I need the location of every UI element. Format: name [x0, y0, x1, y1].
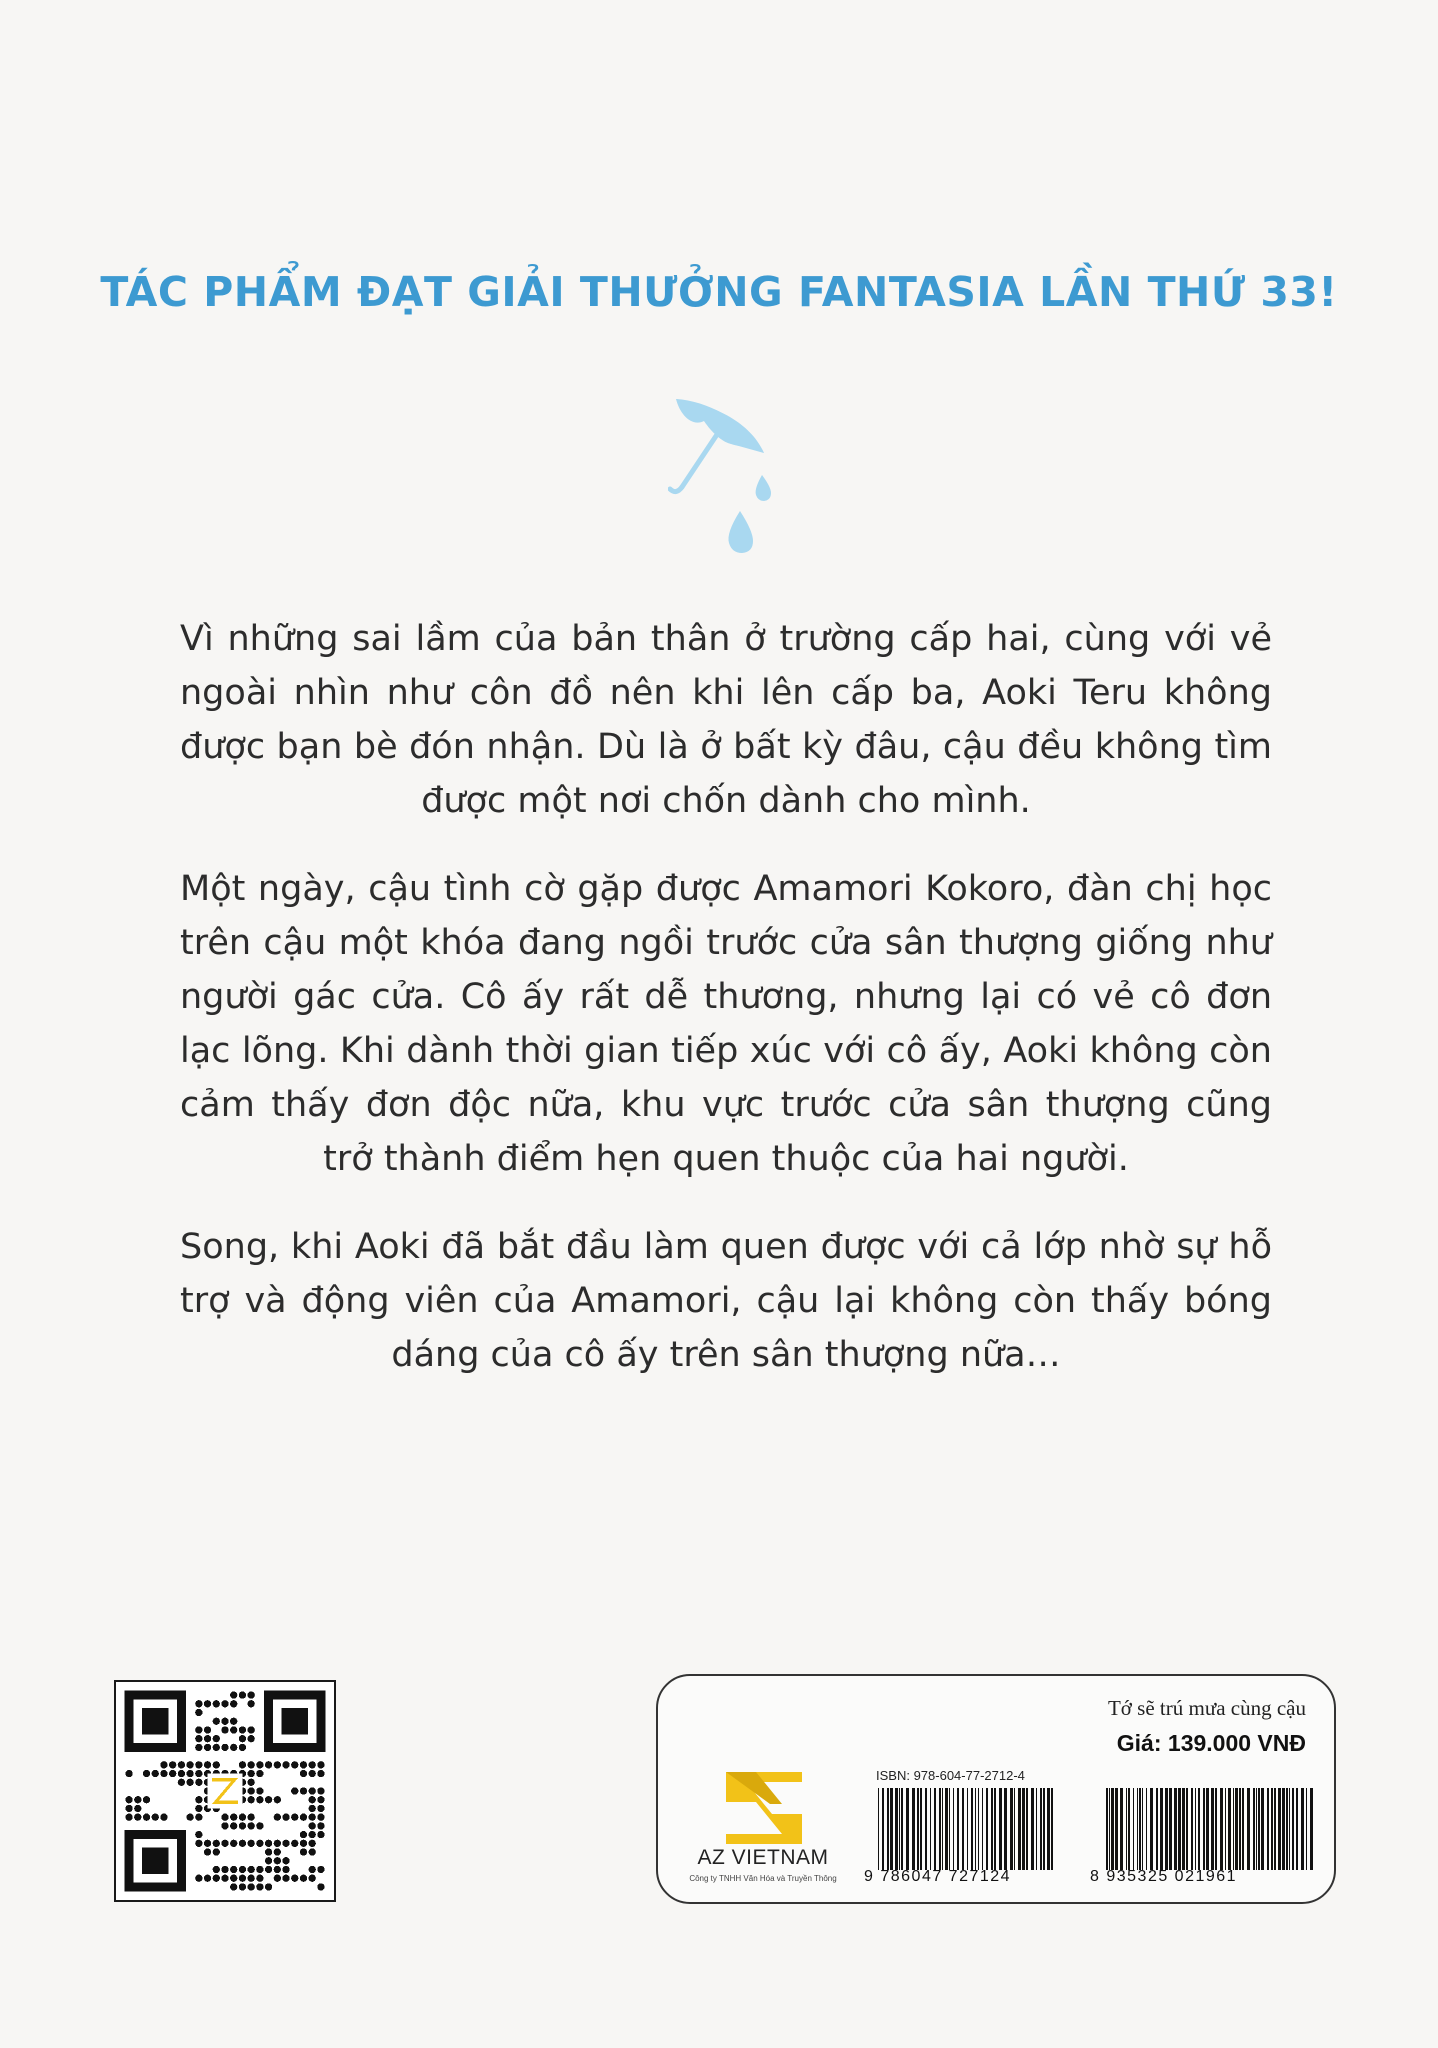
isbn-barcode-digits: 9 786047 727124	[864, 1868, 1012, 1885]
synopsis-paragraph-3: Song, khi Aoki đã bắt đầu làm quen được với cả lớp nhờ sự hỗ trợ và động viên của Amamori, cậu lại không còn thấy bóng dáng của cô ấy trên sân thượng nữa…	[180, 1227, 1272, 1375]
product-barcode-digits: 8 935325 021961	[1090, 1868, 1238, 1885]
award-headline: TÁC PHẨM ĐẠT GIẢI THƯỞNG FANTASIA LẦN THỨ 33!	[100, 268, 1338, 316]
synopsis-paragraph-1: Vì những sai lầm của bản thân ở trường cấp hai, cùng với vẻ ngoài nhìn như côn đồ nên khi lên cấp ba, Aoki Teru không được bạn bè đón nhận. Dù là ở bất kỳ đâu, cậu đều không tìm được một nơi chốn dành cho mình.	[180, 619, 1272, 821]
az-vietnam-logo	[716, 1768, 812, 1848]
isbn-label: ISBN: 978-604-77-2712-4	[876, 1768, 1025, 1783]
price-label: Giá: 139.000 VNĐ	[1116, 1730, 1306, 1756]
isbn-barcode	[876, 1788, 1054, 1870]
synopsis-paragraph-2: Một ngày, cậu tình cờ gặp được Amamori Kokoro, đàn chị học trên cậu một khóa đang ngồi trước cửa sân thượng giống như người gác cửa. Cô ấy rất dễ thương, nhưng lại có vẻ cô đơn lạc lõng. Khi dành thời gian tiếp xúc với cô ấy, Aoki không còn cảm thấy đơn độc nữa, khu vực trước cửa sân thượng cũng trở thành điểm hẹn quen thuộc của hai người.	[180, 869, 1272, 1179]
publisher-name: AZ VIETNAM	[697, 1846, 829, 1869]
product-barcode	[1104, 1788, 1316, 1870]
umbrella-with-raindrops-icon	[668, 395, 778, 565]
book-title: Tớ sẽ trú mưa cùng cậu	[1107, 1696, 1306, 1720]
book-info-panel	[656, 1674, 1336, 1904]
qr-code[interactable]	[114, 1680, 336, 1902]
company-name: Công ty TNHH Văn Hóa và Truyền Thông	[689, 1874, 837, 1883]
